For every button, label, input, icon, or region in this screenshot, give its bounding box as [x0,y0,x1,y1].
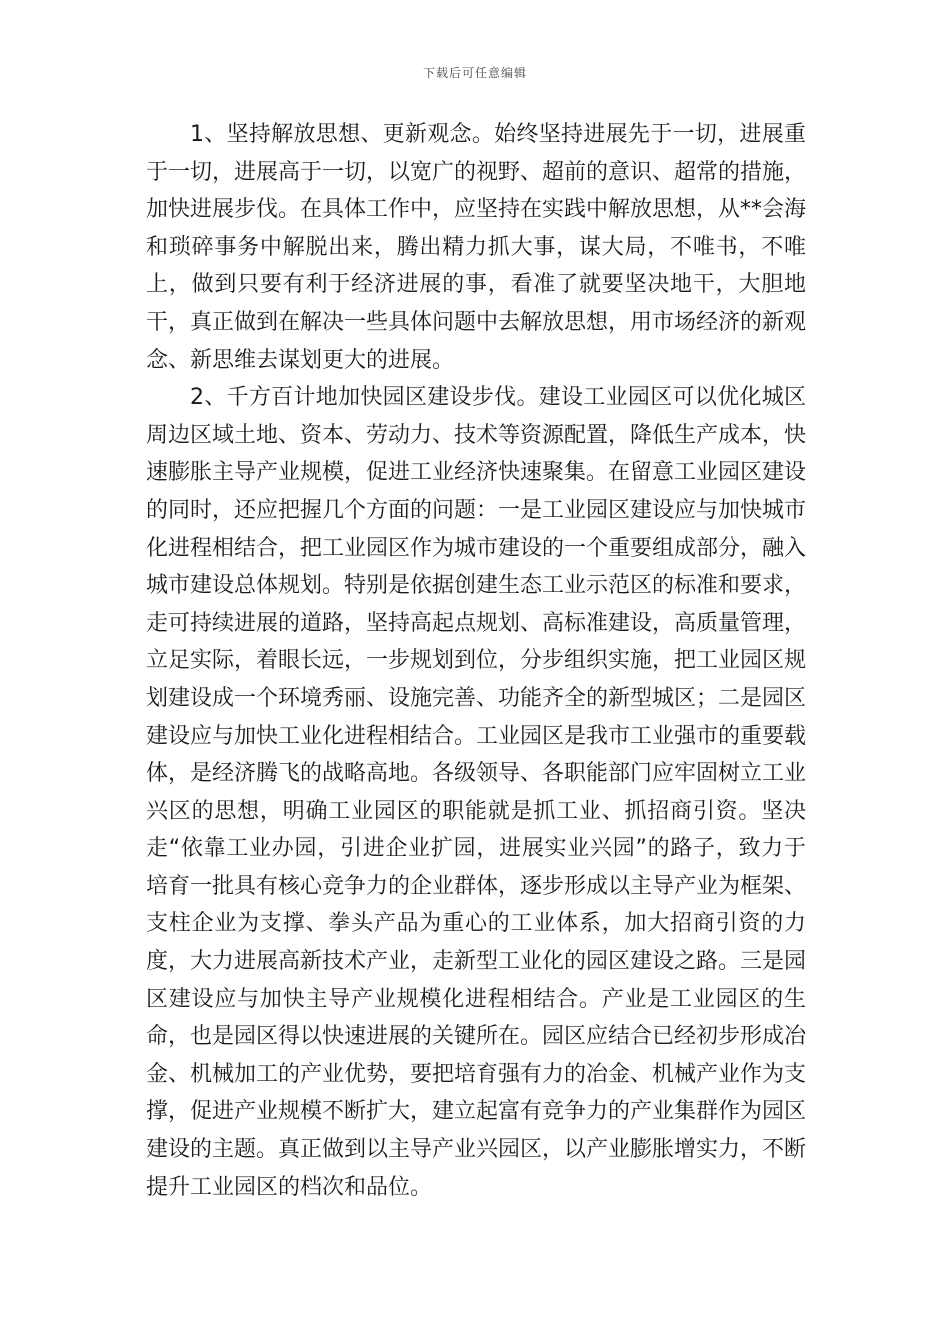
paragraph-1: 1、坚持解放思想、更新观念。始终坚持进展先于一切，进展重于一切，进展高于一切，以宽广的视野、超前的意识、超常的措施，加快进展步伐。在具体工作中，应坚持在实践中解放思想，从**会海和琐碎事务中解脱出来，腾出精力抓大事，谋大局，不唯书，不唯上，做到只要有利于经济进展的事，看准了就要坚决地干，大胆地干，真正做到在解决一些具体问题中去解放思想，用市场经济的新观念、新思维去谋划更大的进展。 [146,122,807,373]
paragraph-2: 2、千方百计地加快园区建设步伐。建设工业园区可以优化城区周边区域土地、资本、劳动力、技术等资源配置，降低生产成本，快速膨胀主导产业规模，促进工业经济快速聚集。在留意工业园区建设的同时，还应把握几个方面的问题：一是工业园区建设应与加快城市化进程相结合，把工业园区作为城市建设的一个重要组成部分，融入城市建设总体规划。特别是依据创建生态工业示范区的标准和要求，走可持续进展的道路，坚持高起点规划、高标准建设，高质量管理，立足实际，着眼长远，一步规划到位，分步组织实施，把工业园区规划建设成一个环境秀丽、设施完善、功能齐全的新型城区；二是园区建设应与加快工业化进程相结合。工业园区是我市工业强市的重要载体，是经济腾飞的战略高地。各级领导、各职能部门应牢固树立工业兴区的思想，明确工业园区的职能就是抓工业、抓招商引资。坚决走“依靠工业办园，引进企业扩园，进展实业兴园”的路子，致力于培育一批具有核心竞争力的企业群体，逐步形成以主导产业为框架、支柱企业为支撑、拳头产品为重心的工业体系，加大招商引资的力度，大力进展高新技术产业，走新型工业化的园区建设之路。三是园区建设应与加快主导产业规模化进程相结合。产业是工业园区的生命，也是园区得以快速进展的关键所在。园区应结合已经初步形成冶金、机械加工的产业优势，要把培育强有力的冶金、机械产业作为支撑，促进产业规模不断扩大，建立起富有竞争力的产业集群作为园区建设的主题。真正做到以主导产业兴园区，以产业膨胀增实力，不断提升工业园区的档次和品位。 [146,385,807,1200]
page-header: 下载后可任意编辑 [422,66,527,80]
document-body [146,116,806,1206]
